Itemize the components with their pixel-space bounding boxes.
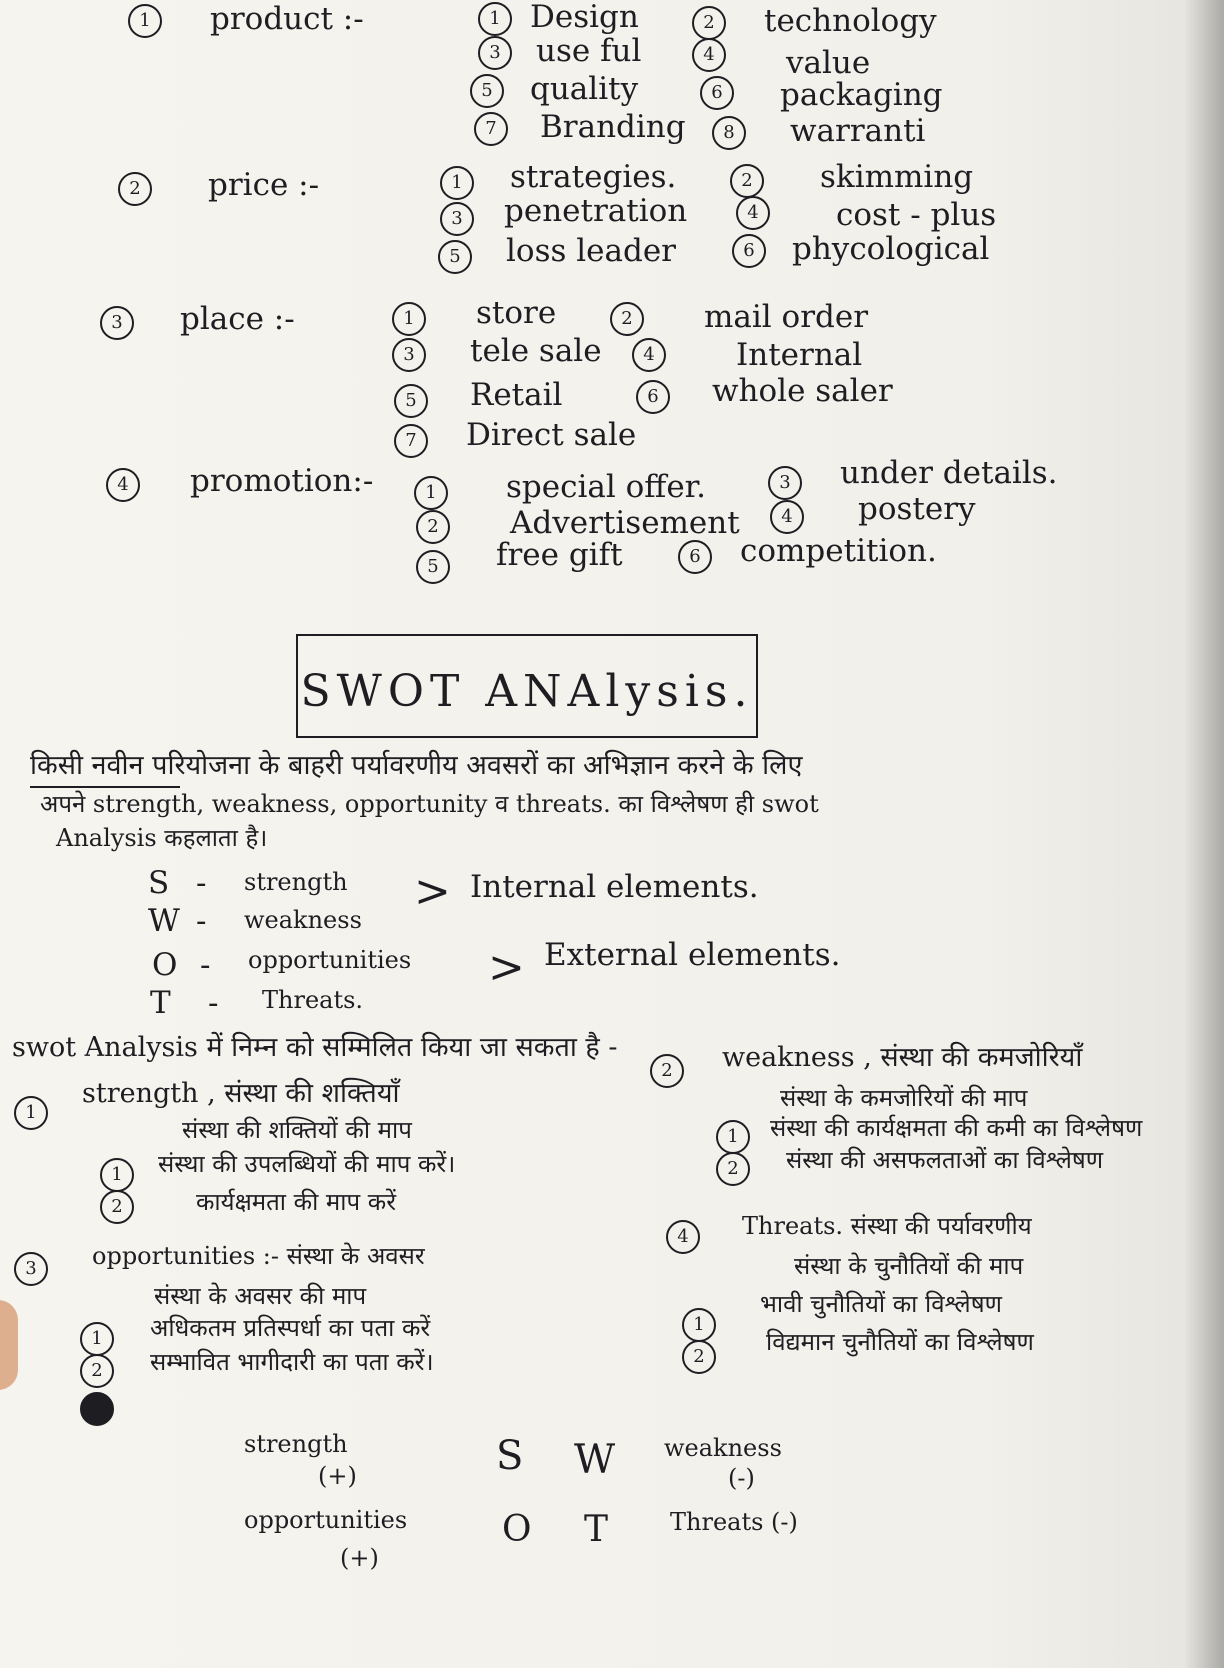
section-number-price: 2 — [118, 172, 152, 206]
underline — [30, 786, 180, 788]
item-number: 6 — [678, 540, 712, 574]
promotion-item: Advertisement — [510, 505, 740, 541]
brace-internal: > — [414, 866, 451, 917]
product-item: quality — [530, 71, 639, 107]
item-number: 2 — [80, 1354, 114, 1388]
item-number: 5 — [438, 240, 472, 274]
dash: - — [200, 947, 211, 983]
weakness-heading: weakness , संस्था की कमजोरियाँ — [722, 1042, 1083, 1073]
grid-strength-sign: (+) — [318, 1462, 357, 1490]
item-number: 1 — [440, 166, 474, 200]
section-number: 3 — [14, 1252, 48, 1286]
product-label: product :- — [210, 1, 364, 37]
grid-letter-s: S — [496, 1433, 524, 1479]
product-item: warranti — [790, 113, 926, 149]
item-number: 6 — [636, 380, 670, 414]
grid-weakness-sign: (-) — [728, 1464, 755, 1492]
item-number: 4 — [632, 338, 666, 372]
section-number-place: 3 — [100, 306, 134, 340]
place-item: Internal — [736, 337, 863, 373]
internal-elements: Internal elements. — [470, 869, 759, 905]
item-number: 1 — [392, 302, 426, 336]
weakness-item: संस्था की कार्यक्षमता की कमी का विश्लेषण — [770, 1114, 1143, 1142]
section-number-product: 1 — [128, 4, 162, 38]
place-item: mail order — [704, 299, 869, 335]
opportunities-item: सम्भावित भागीदारी का पता करें। — [150, 1348, 434, 1376]
swot-letter-w-word: weakness — [244, 906, 362, 934]
product-item: technology — [764, 3, 937, 39]
item-number: 2 — [730, 164, 764, 198]
item-number: 4 — [736, 196, 770, 230]
strength-line: संस्था की शक्तियों की माप — [182, 1116, 412, 1144]
threats-item: भावी चुनौतियों का विश्लेषण — [760, 1290, 1002, 1318]
place-label: place :- — [180, 301, 295, 337]
dash: - — [208, 985, 219, 1021]
swot-letter-o-word: opportunities — [248, 946, 412, 974]
opportunities-item: अधिकतम प्रतिस्पर्धा का पता करें — [150, 1314, 431, 1342]
threats-heading: Threats. संस्था की पर्यावरणीय — [742, 1212, 1032, 1240]
product-item: packaging — [780, 77, 943, 113]
threats-item: विद्यमान चुनौतियों का विश्लेषण — [766, 1328, 1034, 1356]
item-number: 6 — [700, 76, 734, 110]
price-item: cost - plus — [836, 197, 997, 233]
page-edge-shadow — [1184, 0, 1224, 1668]
item-number: 1 — [100, 1158, 134, 1192]
item-number: 3 — [392, 338, 426, 372]
strength-item: संस्था की उपलब्धियों की माप करें। — [158, 1150, 456, 1178]
place-item: whole saler — [712, 373, 893, 409]
grid-threats: Threats (-) — [670, 1508, 798, 1536]
swot-letter-s: S — [148, 865, 170, 901]
price-item: phycological — [792, 231, 990, 267]
item-number: 7 — [474, 112, 508, 146]
swot-letter-s-word: strength — [244, 868, 348, 896]
item-number: 6 — [732, 234, 766, 268]
item-number: 3 — [478, 36, 512, 70]
strength-item: कार्यक्षमता की माप करें — [196, 1188, 397, 1216]
price-item: penetration — [504, 193, 688, 229]
opportunities-line: संस्था के अवसर की माप — [154, 1282, 367, 1310]
promotion-item: special offer. — [506, 469, 706, 505]
item-number: 4 — [692, 38, 726, 72]
grid-opportunities: opportunities — [244, 1506, 408, 1534]
thumb-edge — [0, 1300, 18, 1390]
threats-line: संस्था के चुनौतियों की माप — [794, 1252, 1024, 1280]
weakness-item: संस्था की असफलताओं का विश्लेषण — [786, 1146, 1104, 1174]
section-number: 4 — [666, 1220, 700, 1254]
item-number: 2 — [682, 1340, 716, 1374]
item-number: 1 — [716, 1120, 750, 1154]
grid-letter-o: O — [502, 1509, 532, 1550]
item-number: 1 — [682, 1308, 716, 1342]
section-number-promotion: 4 — [106, 468, 140, 502]
grid-weakness: weakness — [664, 1434, 782, 1462]
weakness-line: संस्था के कमजोरियों की माप — [780, 1084, 1028, 1112]
dash: - — [196, 865, 207, 901]
item-number: 4 — [770, 500, 804, 534]
intro-line: Analysis कहलाता है। — [56, 824, 268, 852]
external-elements: External elements. — [544, 937, 841, 973]
product-item: value — [786, 45, 871, 81]
promotion-item: postery — [858, 491, 976, 527]
item-number: 5 — [416, 550, 450, 584]
price-item: loss leader — [506, 233, 677, 269]
item-number: 1 — [414, 476, 448, 510]
place-item: store — [476, 295, 557, 331]
item-number: 8 — [712, 116, 746, 150]
grid-letter-w: W — [574, 1437, 616, 1483]
grid-letter-t: T — [584, 1509, 609, 1550]
item-number: 5 — [394, 384, 428, 418]
promotion-item: free gift — [496, 537, 623, 573]
place-item: Direct sale — [466, 417, 637, 453]
section-number: 2 — [650, 1054, 684, 1088]
price-item: skimming — [820, 159, 974, 195]
promotion-item: competition. — [740, 533, 937, 569]
swot-letter-t-word: Threats. — [262, 986, 364, 1014]
intro-line: अपने strength, weakness, opportunity व threats. का विश्लेषण ही swot — [40, 790, 819, 818]
swot-letter-w: W — [148, 903, 180, 939]
swot-title: SWOT ANAlysis. — [300, 666, 754, 717]
item-number: 3 — [768, 466, 802, 500]
product-item: Design — [530, 0, 639, 35]
swot-letter-o: O — [152, 947, 178, 983]
includes-line: swot Analysis में निम्न को सम्मिलित किया जा सकता है - — [12, 1032, 618, 1063]
product-item: use ful — [536, 33, 642, 69]
item-number: 2 — [692, 6, 726, 40]
price-label: price :- — [208, 167, 320, 203]
item-number: 2 — [610, 302, 644, 336]
section-number: 1 — [14, 1096, 48, 1130]
opportunities-heading: opportunities :- संस्था के अवसर — [92, 1242, 425, 1270]
item-number: 1 — [80, 1322, 114, 1356]
dash: - — [196, 903, 207, 939]
intro-line: किसी नवीन परियोजना के बाहरी पर्यावरणीय अवसरों का अभिज्ञान करने के लिए — [30, 750, 803, 781]
promotion-label: promotion:- — [190, 463, 374, 499]
item-number: 2 — [716, 1152, 750, 1186]
grid-opportunities-sign: (+) — [340, 1544, 379, 1572]
strength-heading: strength , संस्था की शक्तियाँ — [82, 1078, 400, 1109]
swot-title-box — [296, 634, 758, 738]
price-item: strategies. — [510, 159, 677, 195]
item-number: 3 — [440, 202, 474, 236]
grid-strength: strength — [244, 1430, 348, 1458]
product-item: Branding — [540, 109, 686, 145]
place-item: Retail — [470, 377, 563, 413]
item-number: 2 — [416, 510, 450, 544]
place-item: tele sale — [470, 333, 602, 369]
item-number: 5 — [470, 74, 504, 108]
item-number: 2 — [100, 1190, 134, 1224]
item-number: 1 — [478, 2, 512, 36]
swot-letter-t: T — [150, 985, 171, 1021]
item-number: 7 — [394, 424, 428, 458]
brace-external: > — [488, 942, 525, 993]
promotion-item: under details. — [840, 455, 1058, 491]
bullet-dot — [80, 1392, 114, 1431]
